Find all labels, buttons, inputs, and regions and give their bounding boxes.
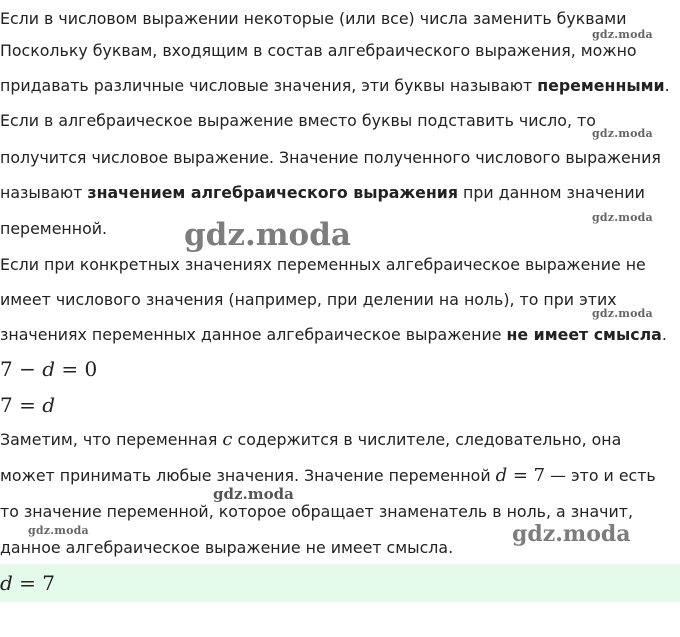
text-line-7: переменной.: [0, 219, 108, 238]
watermark: gdz.moda: [592, 28, 653, 41]
text-line-6: называют значением алгебраического выражения при данном значении: [0, 183, 645, 202]
watermark: gdz.moda: [592, 211, 653, 224]
text-line-13: то значение переменной, которое обращает знаменатель в ноль, а значит,: [0, 502, 633, 521]
text-line-8: Если при конкретных значениях переменных алгебраическое выражение не: [0, 255, 646, 274]
text-line-10: значениях переменных данное алгебраическое выражение не имеет смысла.: [0, 325, 667, 344]
text-line-2: Поскольку буквам, входящим в состав алгебраического выражения, можно: [0, 41, 637, 60]
watermark-large: gdz.moda: [184, 217, 351, 253]
text-line-9: имеет числового значения (например, при делении на ноль), то при этих: [0, 290, 617, 309]
watermark: gdz.moda: [592, 307, 653, 320]
term-expression-value: значением алгебраического выражения: [87, 183, 459, 202]
text-line-12: может принимать любые значения. Значение переменной d = 7 — это и есть: [0, 465, 656, 486]
watermark: gdz.moda: [28, 524, 89, 537]
text-line-5: получится числовое выражение. Значение полученного числового выражения: [0, 148, 661, 167]
text-line-1: Если в числовом выражении некоторые (или все) числа заменить буквами: [0, 9, 627, 28]
text-line-4: Если в алгебраическое выражение вместо буквы подставить число, то: [0, 111, 596, 130]
text-line-3: придавать различные числовые значения, эти буквы называют переменными.: [0, 76, 670, 95]
term-variables: переменными: [537, 76, 665, 95]
equation-1: 7 − d = 0: [0, 357, 98, 381]
answer-equation: d = 7: [0, 571, 56, 595]
answer-box: [0, 564, 680, 602]
text-line-14: данное алгебраическое выражение не имеет смысла.: [0, 538, 454, 557]
watermark: gdz.moda: [592, 127, 653, 140]
equation-2: 7 = d: [0, 393, 56, 417]
watermark-medium: gdz.moda: [512, 521, 631, 547]
term-no-meaning: не имеет смысла: [506, 325, 662, 344]
text-line-11: Заметим, что переменная c содержится в числителе, следовательно, она: [0, 429, 622, 450]
watermark: gdz.moda: [213, 485, 294, 503]
